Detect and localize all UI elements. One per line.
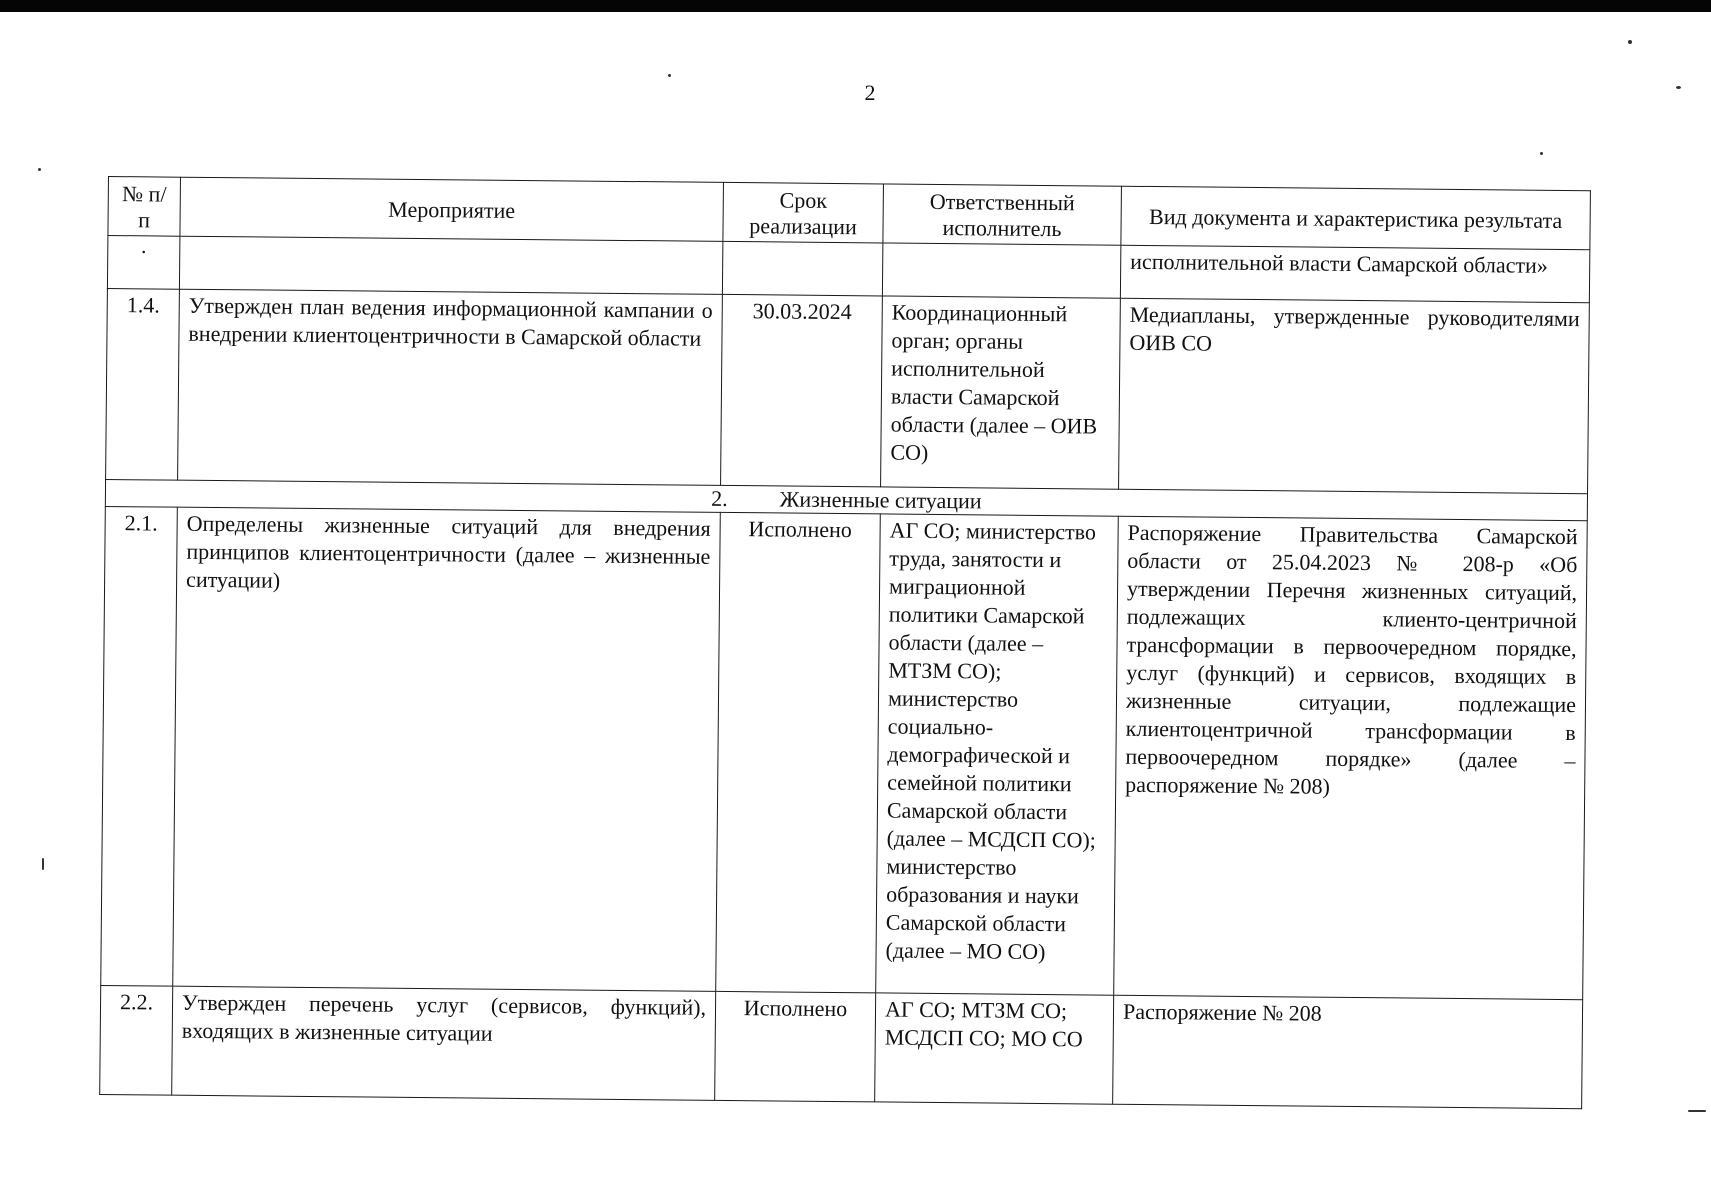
cell-number: 2.1. [101, 506, 178, 986]
header-responsible: Ответственный исполнитель [883, 184, 1122, 245]
cell-result: Распоряжение № 208 [1113, 995, 1583, 1108]
cell-event: Утвержден перечень услуг (сервисов, функций), входящих в жизненные ситуации [172, 986, 716, 1100]
table-row [106, 288, 1590, 493]
header-term: Срок реализации [723, 182, 884, 243]
table-row [101, 506, 1588, 999]
cell-result: Распоряжение Правительства Самарской области от 25.04.2023 № 208-р «Об утверждении Перечня жизненных ситуаций, подлежащих клиенто-центричной трансформации в первоочередном порядке, услуг (функций) и сервисов, входящих в жизненные ситуации, подлежащие клиентоцентричной трансформации в первоочередном порядке» (далее – распоряжение № 208) [1114, 516, 1588, 999]
scan-speck [668, 74, 671, 77]
cell-term: 30.03.2024 [721, 294, 883, 487]
cell-responsible: АГ СО; министерство труда, занятости и миграционной политики Самарской области (далее – МТЗМ СО); министерство социально-демографической и семейной политики Самарской области (далее – МСДСП СО); министерство образования и науки Самарской области (далее – МО СО) [876, 514, 1119, 995]
cell-result: Медиапланы, утвержденные руководителями ОИВ СО [1119, 298, 1590, 493]
header-event: Мероприятие [180, 177, 724, 241]
measures-table [99, 176, 1591, 1109]
page-number: 2 [864, 80, 876, 105]
header-number: № п/п [108, 177, 181, 237]
header-result: Вид документа и характеристика результата [1121, 186, 1591, 249]
scan-speck [38, 168, 41, 171]
scan-speck [1628, 40, 1632, 44]
scan-speck [1540, 152, 1543, 155]
cell-number: · [107, 236, 180, 290]
table-row [100, 985, 1583, 1108]
section-title: Жизненные ситуации [779, 486, 982, 514]
cell-number: 1.4. [106, 288, 180, 480]
cell-event [179, 236, 722, 294]
cell-number: 2.2. [100, 985, 173, 1095]
cell-event: Определены жизненные ситуаций для внедрения принципов клиентоцентричности (далее – жизненные ситуации) [173, 507, 721, 991]
cell-responsible: АГ СО; МТЗМ СО; МСДСП СО; МО СО [875, 993, 1114, 1104]
cell-result: исполнительной власти Самарской области» [1120, 245, 1589, 302]
scan-speck [42, 858, 44, 870]
cell-term: Исполнено [715, 991, 876, 1102]
scan-top-edge [0, 0, 1711, 12]
section-number: 2. [711, 485, 728, 511]
scan-speck [1676, 86, 1681, 89]
cell-responsible [882, 243, 1120, 298]
cell-event: Утвержден план ведения информационной кампании о внедрении клиентоцентричности в Самарской области [178, 289, 723, 485]
scan-speck [1688, 1110, 1706, 1112]
cell-term [722, 241, 883, 296]
cell-term: Исполнено [716, 512, 881, 993]
cell-responsible: Координационный орган; органы исполнительной власти Самарской области (далее – ОИВ СО) [881, 296, 1121, 489]
